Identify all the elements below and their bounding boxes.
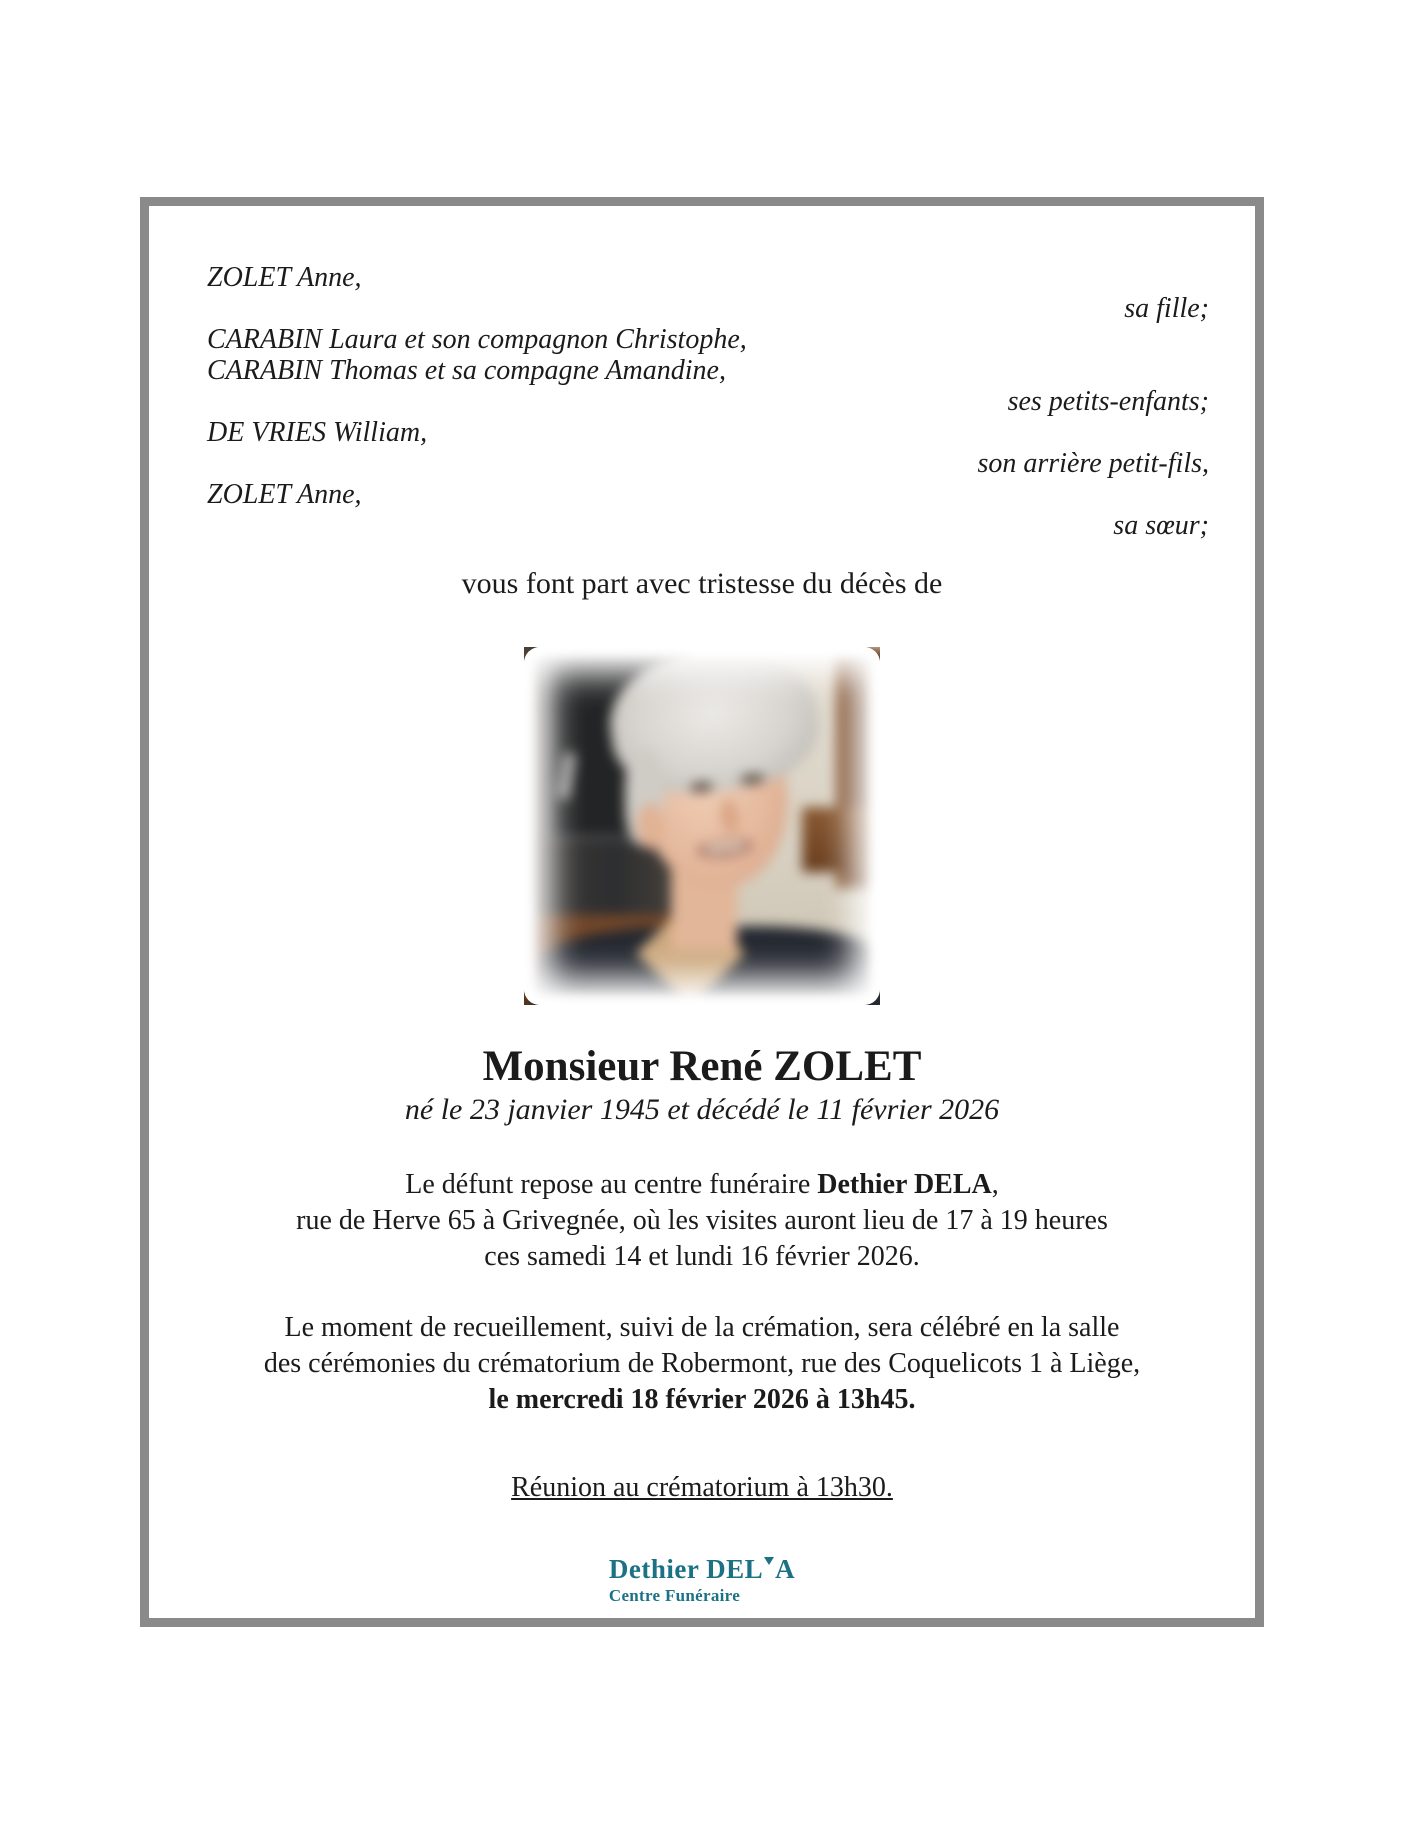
- deceased-name: Monsieur René ZOLET: [482, 1043, 922, 1090]
- family-line: ZOLET Anne,: [207, 262, 362, 293]
- logo-triangle-icon: [764, 1557, 774, 1565]
- family-line: CARABIN Laura et son compagnon Christophe,: [207, 324, 747, 355]
- logo-brand-right: A: [775, 1554, 796, 1584]
- family-line: CARABIN Thomas et sa compagne Amandine,: [207, 355, 726, 386]
- relation-line: son arrière petit-fils,: [977, 448, 1209, 479]
- repose-line-3: ces samedi 14 et lundi 16 février 2026.: [484, 1241, 920, 1272]
- ceremony-date-time: le mercredi 18 février 2026 à 13h45.: [488, 1384, 916, 1415]
- family-line: ZOLET Anne,: [207, 479, 362, 510]
- repose-line-1-comma: ,: [991, 1169, 999, 1200]
- repose-paragraph: [149, 1167, 1255, 1275]
- reunion-note: Réunion au crématorium à 13h30.: [511, 1472, 893, 1503]
- logo-brand-name: [609, 1554, 795, 1584]
- ceremony-line-1: Le moment de recueillement, suivi de la crémation, sera célébré en la salle: [284, 1312, 1120, 1343]
- relation-line: sa sœur;: [1113, 510, 1209, 541]
- relation-line: sa fille;: [1124, 293, 1209, 324]
- repose-line-1-text: Le défunt repose au centre funéraire: [405, 1169, 818, 1200]
- funeral-home-logo: [149, 1554, 1255, 1606]
- relation-line: ses petits-enfants;: [1007, 386, 1209, 417]
- announcement-intro: vous font part avec tristesse du décès de: [461, 567, 943, 600]
- funeral-home-name: Dethier DELA: [817, 1169, 992, 1200]
- repose-line-1: [149, 1167, 1255, 1203]
- deceased-life-dates: né le 23 janvier 1945 et décédé le 11 février 2026: [404, 1093, 1000, 1126]
- portrait-photo-image: [524, 647, 880, 1005]
- ceremony-line-2: des cérémonies du crématorium de Robermont, rue des Coquelicots 1 à Liège,: [263, 1348, 1141, 1379]
- repose-line-2: rue de Herve 65 à Grivegnée, où les visites auront lieu de 17 à 19 heures: [296, 1205, 1108, 1236]
- logo-brand-left: Dethier DEL: [608, 1554, 764, 1584]
- ceremony-paragraph: [149, 1310, 1255, 1418]
- portrait-photo: [524, 647, 880, 1005]
- family-list: [149, 262, 1255, 541]
- funeral-home-logo-block: [609, 1554, 795, 1606]
- obituary-card: [140, 197, 1264, 1627]
- family-line: DE VRIES William,: [207, 417, 428, 448]
- logo-tagline: Centre Funéraire: [608, 1586, 741, 1605]
